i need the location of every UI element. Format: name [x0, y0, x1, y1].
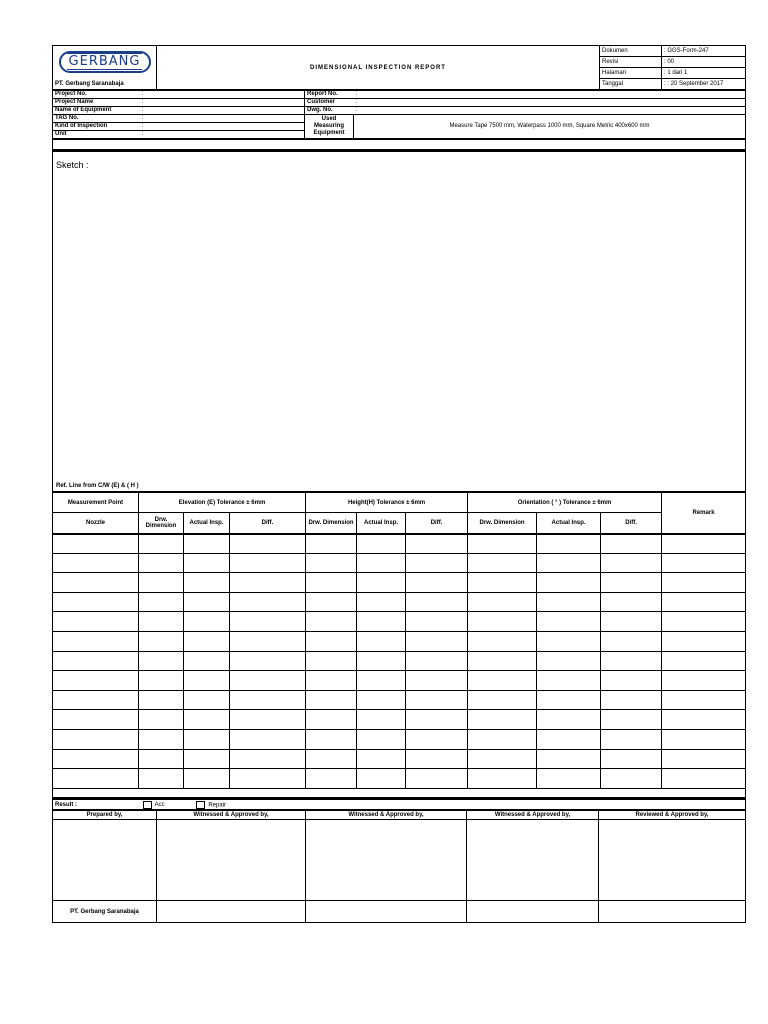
- blank-row: [53, 140, 746, 150]
- info-value[interactable]: :: [140, 99, 305, 107]
- measurement-cell[interactable]: [357, 553, 406, 573]
- measurement-cell[interactable]: [662, 553, 746, 573]
- measurement-cell[interactable]: [468, 729, 537, 749]
- measurement-cell[interactable]: [306, 612, 357, 632]
- measurement-cell[interactable]: [230, 553, 306, 573]
- measurement-cell[interactable]: [662, 651, 746, 671]
- measurement-cell[interactable]: [184, 729, 230, 749]
- measurement-cell[interactable]: [537, 671, 601, 691]
- measurement-row: [53, 671, 746, 691]
- measurement-cell[interactable]: [468, 612, 537, 632]
- witnessed-header: Witnessed & Approved by,: [467, 811, 599, 820]
- measurement-cell[interactable]: [139, 749, 184, 769]
- doc-meta-label: Halaman: [600, 68, 662, 79]
- measurement-cell[interactable]: [53, 749, 139, 769]
- doc-meta-value: : : 20 September 2017: [662, 79, 746, 90]
- orientation-header: Orientation ( ° ) Tolerance ± 6mm: [468, 493, 662, 513]
- inspection-form: [52, 45, 746, 923]
- info-label: TAG No.: [53, 115, 140, 123]
- info-label: Name of Equipment: [53, 107, 140, 115]
- measurement-cell[interactable]: [139, 592, 184, 612]
- doc-meta-label: Tanggal: [600, 79, 662, 90]
- measurement-rows: [53, 534, 746, 789]
- elevation-header: Elevation (E) Tolerance ± 6mm: [139, 493, 306, 513]
- measurement-cell[interactable]: [406, 573, 468, 593]
- project-info: [52, 90, 746, 139]
- measurement-cell[interactable]: [184, 749, 230, 769]
- measurement-cell[interactable]: [468, 592, 537, 612]
- measurement-cell[interactable]: [184, 573, 230, 593]
- acc-checkbox[interactable]: [143, 801, 152, 809]
- measurement-cell[interactable]: [139, 690, 184, 710]
- measurement-cell[interactable]: [406, 612, 468, 632]
- info-value[interactable]: :: [354, 99, 746, 107]
- measurement-cell[interactable]: [230, 592, 306, 612]
- measurement-cell[interactable]: [662, 631, 746, 651]
- measurement-cell[interactable]: [406, 690, 468, 710]
- measurement-cell[interactable]: [53, 573, 139, 593]
- doc-meta-label: Revisi: [600, 57, 662, 68]
- reviewed-header: Reviewed & Approved by,: [599, 811, 746, 820]
- measurement-cell[interactable]: [662, 690, 746, 710]
- measurement-cell[interactable]: [306, 690, 357, 710]
- measurement-cell[interactable]: [53, 671, 139, 691]
- measurement-point-header: Measurement Point: [53, 493, 139, 513]
- measurement-cell[interactable]: [468, 631, 537, 651]
- measurement-cell[interactable]: [601, 592, 662, 612]
- measurement-cell[interactable]: [468, 553, 537, 573]
- repair-checkbox[interactable]: [196, 801, 205, 809]
- measurement-cell[interactable]: [306, 573, 357, 593]
- signature-box[interactable]: [599, 820, 746, 901]
- measurement-row: [53, 769, 746, 789]
- measurement-cell[interactable]: [601, 651, 662, 671]
- measurement-cell[interactable]: [406, 729, 468, 749]
- signature-box[interactable]: [467, 820, 599, 901]
- result-label: Result :: [55, 802, 78, 809]
- measurement-cell[interactable]: [184, 631, 230, 651]
- measurement-cell[interactable]: [601, 729, 662, 749]
- measurement-cell[interactable]: [406, 671, 468, 691]
- result-row: [52, 799, 746, 810]
- company-name: PT. Gerbang Saranabaja: [53, 79, 157, 90]
- measurement-cell[interactable]: [537, 769, 601, 789]
- equipment-label: Used Measuring Equipment: [305, 115, 354, 139]
- measurement-cell[interactable]: [53, 612, 139, 632]
- measurement-cell[interactable]: [357, 631, 406, 651]
- actual-insp-header: Actual Insp.: [357, 513, 406, 534]
- remark-header: Remark: [662, 493, 746, 534]
- measurement-cell[interactable]: [230, 651, 306, 671]
- measurement-cell[interactable]: [139, 553, 184, 573]
- ref-line-label: Ref. Line from C/W (E) & ( H ): [56, 483, 139, 489]
- measurement-cell[interactable]: [230, 749, 306, 769]
- measurement-cell[interactable]: [306, 631, 357, 651]
- signature-name-box[interactable]: [467, 901, 599, 923]
- info-label: Project No.: [53, 91, 140, 99]
- actual-insp-header: Actual Insp.: [537, 513, 601, 534]
- measurement-cell[interactable]: [184, 690, 230, 710]
- info-spacer: [52, 139, 746, 150]
- measurement-cell[interactable]: [468, 749, 537, 769]
- measurement-cell[interactable]: [601, 690, 662, 710]
- diff-header: Diff.: [230, 513, 306, 534]
- measurement-cell[interactable]: [601, 671, 662, 691]
- measurement-cell[interactable]: [184, 651, 230, 671]
- measurement-cell[interactable]: [139, 729, 184, 749]
- measurement-cell[interactable]: [662, 592, 746, 612]
- measurement-cell[interactable]: [184, 710, 230, 730]
- logo-cell: [53, 46, 157, 79]
- measurement-cell[interactable]: [184, 612, 230, 632]
- measurement-cell[interactable]: [230, 534, 306, 554]
- measurement-cell[interactable]: [468, 573, 537, 593]
- measurement-cell[interactable]: [357, 710, 406, 730]
- measurement-cell[interactable]: [357, 573, 406, 593]
- measurement-cell[interactable]: [357, 769, 406, 789]
- info-value[interactable]: :: [140, 91, 305, 99]
- measurement-cell[interactable]: [184, 553, 230, 573]
- info-label: Report No.: [305, 91, 354, 99]
- info-value[interactable]: :: [140, 131, 305, 139]
- measurement-cell[interactable]: [537, 534, 601, 554]
- signature-box[interactable]: [306, 820, 467, 901]
- measurement-cell[interactable]: [537, 592, 601, 612]
- measurement-cell[interactable]: [468, 651, 537, 671]
- measurement-cell[interactable]: [230, 769, 306, 789]
- measurement-cell[interactable]: [357, 671, 406, 691]
- measurement-cell[interactable]: [601, 710, 662, 730]
- measurement-row: [53, 710, 746, 730]
- measurement-cell[interactable]: [537, 651, 601, 671]
- measurement-cell[interactable]: [406, 534, 468, 554]
- measurement-cell[interactable]: [537, 710, 601, 730]
- height-header: Height(H) Tolerance ± 6mm: [306, 493, 468, 513]
- measurement-cell[interactable]: [406, 749, 468, 769]
- measurement-cell[interactable]: [357, 612, 406, 632]
- measurement-cell[interactable]: [468, 710, 537, 730]
- doc-meta-label: Dokumen: [600, 46, 662, 57]
- measurement-cell[interactable]: [537, 553, 601, 573]
- measurement-cell[interactable]: [53, 710, 139, 730]
- acc-label: Acc: [154, 802, 165, 809]
- measurement-row: [53, 534, 746, 554]
- measurement-cell[interactable]: [601, 534, 662, 554]
- measurement-cell[interactable]: [662, 671, 746, 691]
- drw-dimension-header: Drw. Dimension: [306, 513, 357, 534]
- result-field: [53, 800, 746, 810]
- measurement-cell[interactable]: [406, 769, 468, 789]
- measurement-cell[interactable]: [230, 729, 306, 749]
- measurement-cell[interactable]: [184, 671, 230, 691]
- measurement-cell[interactable]: [406, 710, 468, 730]
- info-value[interactable]: :: [140, 123, 305, 131]
- measurement-cell[interactable]: [53, 651, 139, 671]
- measurement-cell[interactable]: [306, 769, 357, 789]
- report-header: [52, 45, 746, 90]
- signature-table: [52, 810, 746, 923]
- measurement-cell[interactable]: [662, 534, 746, 554]
- measurement-cell[interactable]: [53, 592, 139, 612]
- info-value[interactable]: :: [140, 115, 305, 123]
- measurement-cell[interactable]: [662, 710, 746, 730]
- report-title: DIMENSIONAL INSPECTION REPORT: [157, 46, 600, 90]
- measurement-cell[interactable]: [306, 749, 357, 769]
- measurement-cell[interactable]: [230, 573, 306, 593]
- measurement-row: [53, 553, 746, 573]
- measurement-cell[interactable]: [601, 553, 662, 573]
- measurement-cell[interactable]: [537, 729, 601, 749]
- measurement-cell[interactable]: [230, 631, 306, 651]
- measurement-cell[interactable]: [139, 769, 184, 789]
- repair-label: Repair: [208, 802, 227, 809]
- measurement-cell[interactable]: [357, 534, 406, 554]
- measurement-cell[interactable]: [306, 553, 357, 573]
- measurement-row: [53, 612, 746, 632]
- measurement-cell[interactable]: [306, 671, 357, 691]
- sketch-area[interactable]: [52, 150, 746, 492]
- doc-meta-value: : 1 dari 1: [662, 68, 746, 79]
- info-label: Dwg. No.: [305, 107, 354, 115]
- measurement-cell[interactable]: [468, 534, 537, 554]
- measurement-cell[interactable]: [184, 534, 230, 554]
- measurement-cell[interactable]: [662, 612, 746, 632]
- measurement-cell[interactable]: [139, 710, 184, 730]
- measurement-cell[interactable]: [139, 671, 184, 691]
- info-label: Customer: [305, 99, 354, 107]
- measurement-cell[interactable]: [537, 612, 601, 632]
- measurement-cell[interactable]: [230, 671, 306, 691]
- measurement-cell[interactable]: [406, 631, 468, 651]
- measurement-cell[interactable]: [406, 553, 468, 573]
- measurement-cell[interactable]: [53, 553, 139, 573]
- signature-box[interactable]: [157, 820, 306, 901]
- measurement-cell[interactable]: [662, 749, 746, 769]
- measurement-cell[interactable]: [53, 729, 139, 749]
- doc-meta-value: : GGS-Form-247: [662, 46, 746, 57]
- measurement-cell[interactable]: [662, 729, 746, 749]
- drw-dimension-header: Drw. Dimension: [139, 513, 184, 534]
- measurement-cell[interactable]: [601, 573, 662, 593]
- measurement-cell[interactable]: [406, 592, 468, 612]
- measurement-cell[interactable]: [184, 592, 230, 612]
- measurement-row: [53, 592, 746, 612]
- info-value[interactable]: :: [354, 91, 746, 99]
- measurement-cell[interactable]: [357, 690, 406, 710]
- measurement-cell[interactable]: [53, 631, 139, 651]
- measurement-cell[interactable]: [53, 769, 139, 789]
- measurement-cell[interactable]: [357, 729, 406, 749]
- prepared-by-header: Prepared by,: [53, 811, 157, 820]
- measurement-cell[interactable]: [537, 749, 601, 769]
- measurement-cell[interactable]: [53, 534, 139, 554]
- diff-header: Diff.: [406, 513, 468, 534]
- info-value[interactable]: :: [354, 107, 746, 115]
- measurement-row: [53, 729, 746, 749]
- measurement-cell[interactable]: [139, 651, 184, 671]
- measurement-cell[interactable]: [230, 710, 306, 730]
- equipment-value: Measure Tape 7500 mm, Waterpass 1000 mm, Square Metric 400x600 mm: [354, 115, 746, 139]
- measurement-cell[interactable]: [537, 573, 601, 593]
- measurement-cell[interactable]: [601, 749, 662, 769]
- actual-insp-header: Actual Insp.: [184, 513, 230, 534]
- measurement-cell[interactable]: [662, 573, 746, 593]
- measurement-cell[interactable]: [230, 612, 306, 632]
- measurement-cell[interactable]: [184, 769, 230, 789]
- measurement-cell[interactable]: [139, 631, 184, 651]
- measurement-cell[interactable]: [357, 651, 406, 671]
- measurement-cell[interactable]: [53, 690, 139, 710]
- signature-name-box[interactable]: [599, 901, 746, 923]
- measurement-cell[interactable]: [468, 769, 537, 789]
- measurement-cell[interactable]: [468, 671, 537, 691]
- doc-meta-value: : 00: [662, 57, 746, 68]
- measurement-cell[interactable]: [306, 534, 357, 554]
- measurement-row: [53, 631, 746, 651]
- measurement-cell[interactable]: [139, 573, 184, 593]
- signature-name-box[interactable]: [157, 901, 306, 923]
- witnessed-header: Witnessed & Approved by,: [157, 811, 306, 820]
- measurement-cell[interactable]: [406, 651, 468, 671]
- nozzle-header: Nozzle: [53, 513, 139, 534]
- measurement-cell[interactable]: [306, 710, 357, 730]
- blank-row: [53, 788, 746, 798]
- measurement-table: [52, 492, 746, 799]
- measurement-cell[interactable]: [306, 729, 357, 749]
- signature-box[interactable]: [53, 820, 157, 901]
- sketch-label: Sketch :: [56, 160, 89, 170]
- info-label: Unit: [53, 131, 140, 139]
- measurement-row: [53, 690, 746, 710]
- measurement-cell[interactable]: [230, 690, 306, 710]
- signature-name-box[interactable]: [306, 901, 467, 923]
- measurement-cell[interactable]: [601, 769, 662, 789]
- witnessed-header: Witnessed & Approved by,: [306, 811, 467, 820]
- measurement-cell[interactable]: [306, 592, 357, 612]
- measurement-cell[interactable]: [306, 651, 357, 671]
- measurement-cell[interactable]: [662, 769, 746, 789]
- measurement-cell[interactable]: [468, 690, 537, 710]
- diff-header: Diff.: [601, 513, 662, 534]
- measurement-cell[interactable]: [357, 749, 406, 769]
- measurement-cell[interactable]: [537, 631, 601, 651]
- measurement-row: [53, 651, 746, 671]
- info-value[interactable]: :: [140, 107, 305, 115]
- drw-dimension-header: Drw. Dimension: [468, 513, 537, 534]
- company-footer: PT. Gerbang Saranabaja: [53, 901, 157, 923]
- measurement-row: [53, 573, 746, 593]
- measurement-row: [53, 749, 746, 769]
- company-logo: GERBANG: [59, 51, 151, 73]
- measurement-cell[interactable]: [537, 690, 601, 710]
- measurement-cell[interactable]: [601, 631, 662, 651]
- measurement-cell[interactable]: [357, 592, 406, 612]
- measurement-cell[interactable]: [601, 612, 662, 632]
- info-label: Project Name: [53, 99, 140, 107]
- measurement-cell[interactable]: [139, 534, 184, 554]
- info-label: Kind of Inspection: [53, 123, 140, 131]
- measurement-cell[interactable]: [139, 612, 184, 632]
